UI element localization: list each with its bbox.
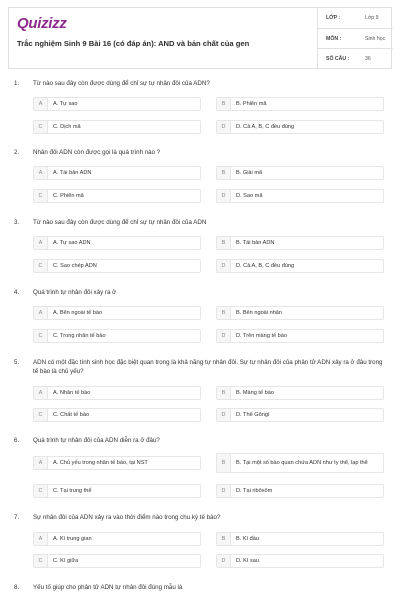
option-d[interactable]: D D. Tại ribôxôm [216,484,384,498]
option-a[interactable]: A A. Tự sao ADN [33,236,201,250]
option-d[interactable]: D D. Cả A, B, C đều đúng [216,120,384,134]
option-c[interactable]: C C. Kì giữa [33,554,201,568]
question-text: Từ nào sau đây còn được dùng để chỉ sự tự nhân đôi của ADN [33,219,207,226]
option-a[interactable]: A A. Bên ngoài tế bào [33,306,201,320]
meta-class-row [318,8,393,29]
quizizz-logo: Quizizz [17,15,67,32]
option-a[interactable]: A A. Tái bản ADN [33,166,201,180]
meta-count-row [318,49,393,70]
option-a[interactable]: A A. Kì trung gian [33,532,201,546]
option-a[interactable]: A A. Tự sao [33,97,201,111]
option-b[interactable]: B B. Kì đầu [216,532,384,546]
option-b[interactable]: B B. Tại một số bào quan chứa ADN như ty thể, lạp thể [216,453,384,473]
meta-class-value: Lớp 9 [365,15,379,21]
option-b[interactable]: B B. Màng tế bào [216,386,384,400]
question-number: 8. [14,584,20,591]
option-b[interactable]: B B. Bên ngoài nhân [216,306,384,320]
question-text: Sự nhân đôi của ADN xảy ra vào thời điểm nào trong chu kỳ tế bào? [33,514,221,521]
option-b[interactable]: B B. Tái bản ADN [216,236,384,250]
question-text: ADN có một đặc tính sinh học đặc biệt quan trọng là khả năng tự nhân đôi. Sự tự nhân đôi của phân tử ADN xảy ra ở đâu trong tế bào là chủ yếu? [33,359,383,375]
question-text: Quá trình tự nhân đôi của ADN diễn ra ở đâu? [33,437,160,444]
meta-count-value: 36 [365,56,371,62]
meta-subject-row [318,29,393,50]
option-a[interactable]: A A. Nhân tế bào [33,386,201,400]
option-d[interactable]: D D. Trên màng tế bào [216,329,384,343]
meta-class-label: LỚP : [326,15,341,21]
option-d[interactable]: D D. Thể Gôngi [216,408,384,422]
question-number: 7. [14,514,20,521]
option-c[interactable]: C C. Dịch mã [33,120,201,134]
question-number: 1. [14,80,20,87]
option-c[interactable]: C C. Tại trung thể [33,484,201,498]
option-b[interactable]: B B. Phiên mã [216,97,384,111]
option-a[interactable]: A A. Chủ yếu trong nhân tế bào, tại NST [33,456,201,470]
question-text: Yếu tố giúp cho phân tử ADN tự nhân đôi đúng mẫu là [33,584,183,591]
meta-subject-label: MÔN : [326,35,342,42]
option-c[interactable]: C C. Phiên mã [33,189,201,203]
option-c[interactable]: C C. Chất tế bào [33,408,201,422]
option-d[interactable]: D D. Cả A, B, C đều đúng [216,259,384,273]
question-text: Quá trình tự nhân đôi xảy ra ở [33,289,117,296]
question-number: 6. [14,437,20,444]
option-c[interactable]: C C. Sao chép ADN [33,259,201,273]
meta-count-label: SỐ CÂU : [326,56,350,62]
option-b[interactable]: B B. Giải mã [216,166,384,180]
question-number: 3. [14,219,20,226]
worksheet-title: Trắc nghiệm Sinh 9 Bài 16 (có đáp án): AND và bản chất của gen [17,39,250,48]
question-text: Từ nào sau đây còn được dùng để chỉ sự tự nhân đôi của ADN? [33,80,210,87]
option-d[interactable]: D D. Sao mã [216,189,384,203]
meta-subject-value: Sinh học [365,35,386,42]
question-number: 2. [14,149,20,156]
worksheet-header [8,7,392,69]
question-number: 5. [14,359,20,366]
option-c[interactable]: C C. Trong nhân tế bào [33,329,201,343]
question-text: Nhân đôi ADN còn được gọi là quá trình nào ? [33,149,161,156]
question-number: 4. [14,289,20,296]
option-d[interactable]: D D. Kì sau [216,554,384,568]
worksheet-meta [317,8,393,70]
